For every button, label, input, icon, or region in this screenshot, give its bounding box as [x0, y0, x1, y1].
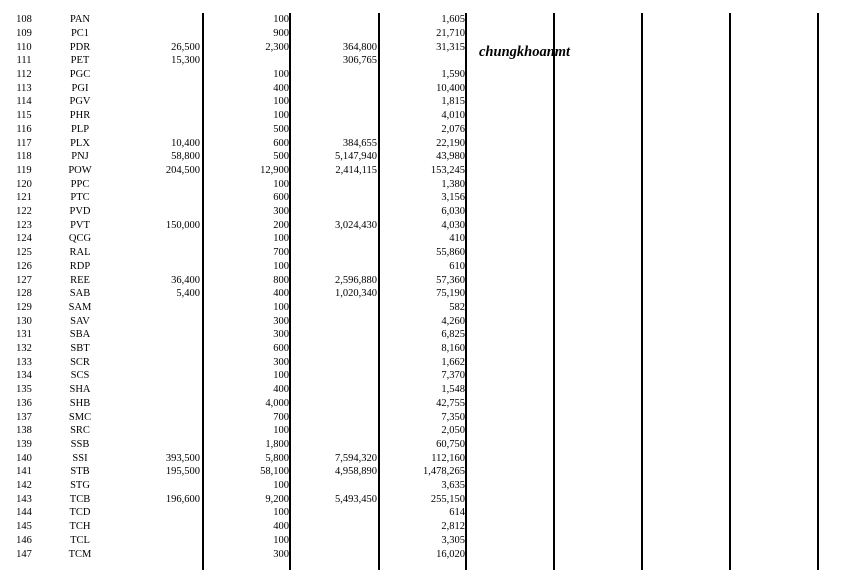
buy-volume: 195,500: [165, 466, 200, 478]
table-row: [0, 68, 863, 82]
total-volume: 31,315: [436, 41, 465, 53]
total-volume: 4,010: [441, 110, 465, 122]
table-row: [0, 150, 863, 164]
sell-volume: 100: [273, 110, 289, 122]
row-number: 130: [16, 315, 32, 327]
total-volume: 1,478,265: [423, 466, 465, 478]
sell-volume: 100: [273, 233, 289, 245]
trade-value: 3,024,430: [335, 219, 377, 231]
row-number: 131: [16, 329, 32, 341]
table-row: [0, 383, 863, 397]
stock-symbol: PLP: [70, 123, 90, 135]
stock-symbol: PDR: [69, 41, 91, 53]
row-number: 144: [16, 507, 32, 519]
sell-volume: 100: [273, 480, 289, 491]
stock-symbol: SHB: [69, 397, 91, 409]
trade-value: 7,594,320: [335, 452, 377, 464]
sell-volume: 2,300: [265, 41, 289, 53]
stock-symbol: PET: [70, 55, 90, 67]
sell-volume: 500: [273, 151, 289, 163]
total-volume: 153,245: [430, 164, 465, 176]
row-number: 127: [16, 274, 32, 286]
sell-volume: 100: [273, 14, 289, 26]
sell-volume: 12,900: [260, 164, 289, 176]
row-number: 136: [16, 397, 32, 409]
sell-volume: 5,800: [265, 452, 289, 464]
total-volume: 75,190: [436, 288, 465, 300]
buy-volume: 204,500: [165, 164, 200, 176]
row-number: 108: [16, 14, 32, 26]
sell-volume: 400: [273, 82, 289, 94]
stock-symbol: SAV: [70, 315, 90, 327]
table-row: [0, 178, 863, 192]
buy-volume: 150,000: [165, 219, 200, 231]
sell-volume: 100: [273, 178, 289, 190]
row-number: 146: [16, 534, 32, 546]
stock-symbol: RDP: [69, 260, 91, 272]
table-row: [0, 424, 863, 438]
row-number: 109: [16, 27, 32, 39]
stock-symbol: PGI: [71, 82, 89, 94]
row-number: 120: [16, 178, 32, 190]
table-row: [0, 260, 863, 274]
trade-value: 5,147,940: [335, 151, 377, 163]
table-row: [0, 328, 863, 342]
stock-symbol: STB: [70, 466, 90, 478]
total-volume: 1,662: [441, 356, 465, 368]
stock-symbol: TCM: [68, 548, 92, 560]
row-number: 129: [16, 301, 32, 313]
trade-value: 2,596,880: [335, 274, 377, 286]
total-volume: 3,305: [441, 534, 465, 546]
stock-symbol: SAM: [68, 301, 92, 313]
row-number: 116: [16, 123, 32, 135]
stock-symbol: SAB: [69, 288, 91, 300]
sell-volume: 1,800: [265, 438, 289, 450]
sell-volume: 500: [273, 123, 289, 135]
row-number: 121: [16, 192, 32, 204]
row-number: 125: [16, 247, 32, 259]
sell-volume: 100: [273, 301, 289, 313]
table-row: [0, 342, 863, 356]
table-row: [0, 315, 863, 329]
sell-volume: 900: [273, 27, 289, 39]
total-volume: 6,030: [441, 206, 465, 217]
total-volume: 6,825: [441, 329, 465, 341]
table-row: [0, 397, 863, 411]
stock-symbol: STG: [70, 480, 90, 491]
table-row: [0, 27, 863, 41]
total-volume: 1,590: [441, 69, 465, 80]
total-volume: 4,030: [441, 219, 465, 231]
row-number: 113: [16, 82, 32, 94]
row-number: 142: [16, 480, 32, 491]
table-row: [0, 438, 863, 452]
stock-symbol: TCH: [69, 521, 91, 533]
total-volume: 582: [449, 301, 465, 313]
stock-symbol: SCS: [70, 370, 90, 382]
total-volume: 22,190: [436, 137, 465, 149]
stock-symbol: TCD: [69, 507, 91, 519]
sell-volume: 58,100: [260, 466, 289, 478]
total-volume: 3,635: [441, 480, 465, 491]
trade-value: 5,493,450: [335, 493, 377, 505]
total-volume: 610: [449, 260, 465, 272]
stock-symbol: SRC: [70, 425, 90, 437]
sell-volume: 100: [273, 260, 289, 272]
sell-volume: 300: [273, 315, 289, 327]
total-volume: 55,860: [436, 247, 465, 259]
row-number: 147: [16, 548, 32, 560]
buy-volume: 10,400: [171, 137, 200, 149]
row-number: 114: [16, 96, 32, 108]
table-row: [0, 479, 863, 493]
row-number: 122: [16, 206, 32, 217]
total-volume: 3,156: [441, 192, 465, 204]
trade-value: 364,800: [342, 41, 377, 53]
table-row: [0, 82, 863, 96]
total-volume: 57,360: [436, 274, 465, 286]
table-row: [0, 219, 863, 233]
sell-volume: 600: [273, 343, 289, 354]
table-row: [0, 137, 863, 151]
total-volume: 4,260: [441, 315, 465, 327]
row-number: 141: [16, 466, 32, 478]
total-volume: 1,815: [441, 96, 465, 108]
stock-symbol: TCL: [70, 534, 90, 546]
stock-symbol: PLX: [70, 137, 90, 149]
stock-symbol: PVT: [70, 219, 90, 231]
table-row: [0, 164, 863, 178]
buy-volume: 393,500: [165, 452, 200, 464]
row-number: 143: [16, 493, 32, 505]
table-row: [0, 520, 863, 534]
row-number: 117: [16, 137, 32, 149]
stock-symbol: SSI: [72, 452, 88, 464]
row-number: 135: [16, 384, 32, 396]
row-number: 132: [16, 343, 32, 354]
table-row: [0, 246, 863, 260]
total-volume: 1,548: [441, 384, 465, 396]
stock-symbol: PTC: [70, 192, 90, 204]
row-number: 137: [16, 411, 32, 423]
table-row: [0, 465, 863, 479]
table-row: [0, 452, 863, 466]
row-number: 119: [16, 164, 32, 176]
total-volume: 8,160: [441, 343, 465, 354]
sell-volume: 100: [273, 507, 289, 519]
table-row: [0, 493, 863, 507]
stock-symbol: REE: [70, 274, 90, 286]
total-volume: 7,370: [441, 370, 465, 382]
table-row: [0, 274, 863, 288]
trade-value: 306,765: [342, 55, 377, 67]
table-row: [0, 287, 863, 301]
row-number: 111: [16, 55, 32, 67]
total-volume: 16,020: [436, 548, 465, 560]
stock-symbol: TCB: [69, 493, 91, 505]
table-row: [0, 205, 863, 219]
sell-volume: 700: [273, 411, 289, 423]
sell-volume: 800: [273, 274, 289, 286]
row-number: 128: [16, 288, 32, 300]
total-volume: 21,710: [436, 27, 465, 39]
sell-volume: 600: [273, 137, 289, 149]
sell-volume: 400: [273, 288, 289, 300]
sell-volume: 100: [273, 69, 289, 80]
table-row: [0, 301, 863, 315]
sell-volume: 100: [273, 370, 289, 382]
table-row: [0, 232, 863, 246]
stock-symbol: SMC: [68, 411, 92, 423]
trade-value: 2,414,115: [335, 164, 377, 176]
row-number: 124: [16, 233, 32, 245]
total-volume: 7,350: [441, 411, 465, 423]
stock-symbol: PAN: [69, 14, 91, 26]
stock-symbol: SBA: [69, 329, 91, 341]
stock-symbol: PPC: [70, 178, 90, 190]
total-volume: 2,076: [441, 123, 465, 135]
stock-symbol: RAL: [69, 247, 91, 259]
stock-symbol: PC1: [70, 27, 90, 39]
sell-volume: 100: [273, 425, 289, 437]
row-number: 133: [16, 356, 32, 368]
watermark-text: chungkhoanmt: [479, 44, 571, 60]
row-number: 138: [16, 425, 32, 437]
row-number: 118: [16, 151, 32, 163]
stock-symbol: PNJ: [71, 151, 89, 163]
sell-volume: 300: [273, 548, 289, 560]
row-number: 139: [16, 438, 32, 450]
total-volume: 410: [449, 233, 465, 245]
table-row: [0, 95, 863, 109]
table-row: [0, 548, 863, 562]
row-number: 140: [16, 452, 32, 464]
row-number: 126: [16, 260, 32, 272]
buy-volume: 36,400: [171, 274, 200, 286]
sell-volume: 700: [273, 247, 289, 259]
total-volume: 1,380: [441, 178, 465, 190]
total-volume: 614: [449, 507, 465, 519]
total-volume: 2,812: [441, 521, 465, 533]
sell-volume: 300: [273, 329, 289, 341]
trade-value: 4,958,890: [335, 466, 377, 478]
total-volume: 42,755: [436, 397, 465, 409]
sell-volume: 200: [273, 219, 289, 231]
sell-volume: 400: [273, 521, 289, 533]
table-row: [0, 411, 863, 425]
table-row: [0, 534, 863, 548]
stock-symbol: PHR: [69, 110, 91, 122]
total-volume: 112,160: [431, 452, 465, 464]
sell-volume: 9,200: [265, 493, 289, 505]
stock-symbol: QCG: [68, 233, 92, 245]
table-row: [0, 41, 863, 55]
row-number: 110: [16, 41, 32, 53]
sell-volume: 4,000: [265, 397, 289, 409]
stock-symbol: SBT: [70, 343, 90, 354]
stock-symbol: SCR: [70, 356, 90, 368]
trade-value: 384,655: [342, 137, 377, 149]
sell-volume: 300: [273, 206, 289, 217]
stock-symbol: POW: [68, 164, 92, 176]
table-row: [0, 191, 863, 205]
table-row: [0, 54, 863, 68]
buy-volume: 5,400: [176, 288, 200, 300]
total-volume: 255,150: [430, 493, 465, 505]
row-number: 115: [16, 110, 32, 122]
table-row: [0, 123, 863, 137]
total-volume: 2,050: [441, 425, 465, 437]
row-number: 112: [16, 69, 32, 80]
stock-symbol: PVD: [69, 206, 91, 217]
stock-symbol: PGV: [69, 96, 91, 108]
stock-symbol: SHA: [69, 384, 91, 396]
sell-volume: 600: [273, 192, 289, 204]
trade-value: 1,020,340: [335, 288, 377, 300]
total-volume: 43,980: [436, 151, 465, 163]
sell-volume: 100: [273, 96, 289, 108]
table-row: [0, 369, 863, 383]
buy-volume: 26,500: [171, 41, 200, 53]
stock-symbol: PGC: [69, 69, 91, 80]
table-row: [0, 356, 863, 370]
row-number: 123: [16, 219, 32, 231]
sell-volume: 400: [273, 384, 289, 396]
total-volume: 10,400: [436, 82, 465, 94]
table-row: [0, 13, 863, 27]
buy-volume: 15,300: [171, 55, 200, 67]
row-number: 145: [16, 521, 32, 533]
table-row: [0, 506, 863, 520]
buy-volume: 58,800: [171, 151, 200, 163]
total-volume: 1,605: [441, 14, 465, 26]
stock-symbol: SSB: [70, 438, 90, 450]
row-number: 134: [16, 370, 32, 382]
sell-volume: 100: [273, 534, 289, 546]
sell-volume: 300: [273, 356, 289, 368]
total-volume: 60,750: [436, 438, 465, 450]
buy-volume: 196,600: [165, 493, 200, 505]
table-row: [0, 109, 863, 123]
